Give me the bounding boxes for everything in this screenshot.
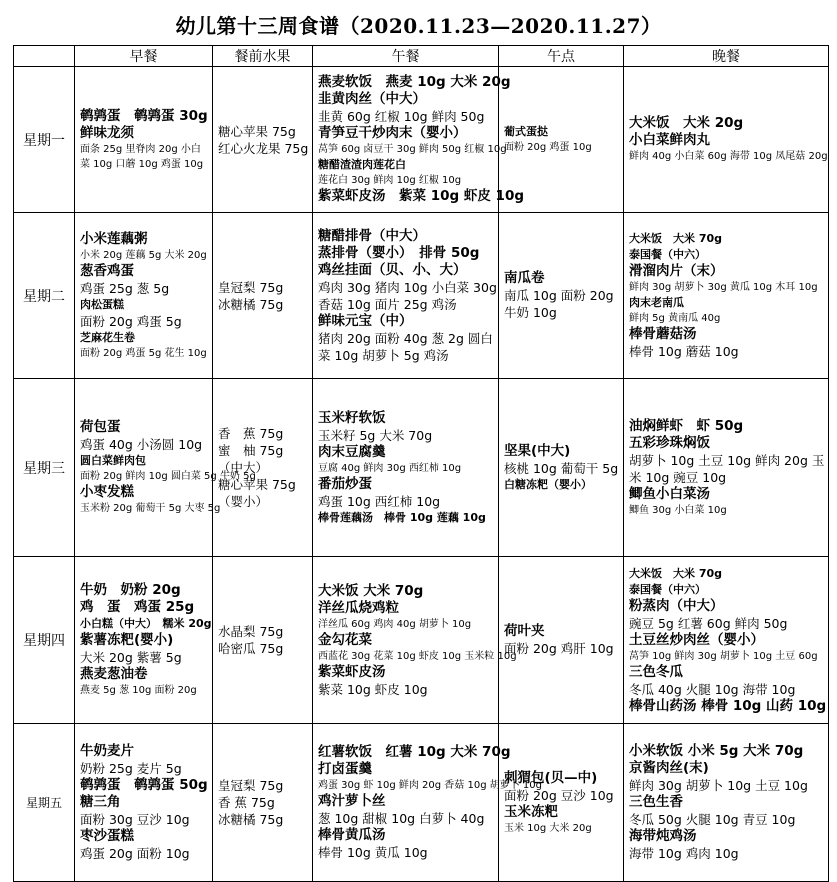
ingredient-line: 葱 10g 甜椒 10g 白萝卜 40g (318, 811, 485, 826)
ingredient-line: 玉米 10g 大米 20g (504, 822, 592, 834)
dish-name: 打卤蛋羹 (318, 761, 372, 777)
ingredient-line: 皇冠梨 75g (218, 778, 284, 793)
dish-name: 圆白菜鲜肉包 (80, 454, 146, 467)
dish-name: 紫薯冻粑(婴小) (80, 632, 174, 648)
ingredient-line: 鸡蛋 25g 葱 5g (80, 280, 170, 296)
dish-name: 牛奶麦片 (80, 743, 134, 759)
ingredient-line: 鸡蛋 40g 小汤圆 10g (80, 437, 203, 452)
dish-name: 燕麦葱油卷 (80, 666, 148, 682)
header-snack: 午点 (499, 46, 624, 67)
day-row-thursday (14, 557, 829, 724)
breakfast-cell (75, 557, 213, 724)
header-dinner: 晚餐 (624, 46, 829, 67)
dish-name: 肉松蛋糕 (80, 297, 124, 311)
day-label: 星期二 (14, 213, 75, 379)
dish-name: 鸡丝挂面（贝、小、大） (318, 261, 467, 278)
dish-name: 坚果(中大) (504, 442, 571, 459)
ingredient-line: 香 蕉 75g (218, 795, 275, 810)
dish-name: 棒骨莲藕汤 棒骨 10g 莲藕 10g (318, 510, 486, 524)
ingredient-line: 蜜 柚 75g (218, 443, 284, 458)
day-row-wednesday (14, 379, 829, 557)
dish-name: 棒骨山药汤 棒骨 10g 山药 10g (629, 697, 827, 714)
dish-name: 小白糕（中大） 糯米 20g (80, 617, 212, 630)
ingredient-line: 面粉 20g 鸡蛋 5g (80, 313, 182, 329)
lunch-cell (313, 557, 517, 724)
ingredient-line: 棒骨 10g 黄瓜 10g (318, 845, 428, 860)
dish-name: 鲜味元宝（中） (318, 312, 413, 329)
header-corner (14, 46, 75, 67)
dish-name: 番茄炒蛋 (318, 475, 372, 492)
weekly-menu-table (13, 45, 829, 882)
day-label: 星期五 (14, 724, 75, 882)
dish-name: 芝麻花生卷 (80, 330, 135, 344)
ingredient-line: 香菇 10g 面片 25g 鸡汤 (318, 296, 457, 312)
dish-name: 玉米籽软饭 (318, 409, 386, 426)
header-row (14, 46, 829, 67)
ingredient-line: 核桃 10g 葡萄干 5g (504, 460, 619, 476)
lunch-cell (313, 67, 524, 213)
ingredient-line: 紫菜 10g 虾皮 10g (318, 681, 428, 697)
ingredient-line: 豌豆 5g 红薯 60g 鲜肉 50g (629, 615, 788, 631)
dish-name: 棒骨黄瓜汤 (318, 827, 386, 843)
lunch-cell (313, 213, 499, 379)
dish-name: 粉蒸肉（中大） (629, 597, 724, 614)
ingredient-line: 鸡蛋 10g 西红柿 10g (318, 493, 441, 509)
dish-name: 小枣发糕 (80, 484, 134, 500)
snack-cell (499, 557, 624, 724)
ingredient-line: 奶粉 25g 麦片 5g (80, 761, 182, 776)
dish-name: 泰国餐（中六） (629, 582, 706, 596)
ingredient-line: 南瓜 10g 面粉 20g (504, 288, 614, 303)
dish-name: 鲫鱼小白菜汤 (629, 485, 710, 502)
ingredient-line: 胡萝卜 10g 土豆 10g 鲜肉 20g 玉米 10g 豌豆 10g (629, 452, 825, 485)
dish-name: 三色生香 (629, 794, 683, 810)
ingredient-line: 皇冠梨 75g (218, 279, 284, 295)
dish-name: 泰国餐（中六） (629, 248, 706, 261)
dish-name: 金勾花菜 (318, 631, 372, 648)
ingredient-line: （婴小） (218, 494, 269, 509)
ingredient-line: 棒骨 10g 蘑菇 10g (629, 344, 739, 359)
header-lunch: 午餐 (313, 46, 499, 67)
fruit-cell (213, 557, 313, 724)
dish-name: 鸡 蛋 鸡蛋 25g (80, 599, 195, 615)
ingredient-line: 冬瓜 50g 火腿 10g 青豆 10g (629, 812, 796, 827)
dish-name: 大米饭 大米 70g (629, 566, 723, 580)
dish-name: 小米莲藕粥 (80, 230, 148, 247)
ingredient-line: 西蓝花 30g 花菜 10g 虾皮 10g 玉米粒 10g (318, 650, 517, 662)
dinner-cell (624, 379, 829, 557)
dish-name: 三色冬瓜 (629, 663, 683, 680)
dish-name: 葡式蛋挞 (504, 125, 548, 138)
dish-name: 荷叶夹 (504, 623, 545, 639)
dish-name: 鸡汁萝卜丝 (318, 793, 386, 809)
dish-name: 牛奶 奶粉 20g (80, 582, 181, 598)
day-label: 星期四 (14, 557, 75, 724)
ingredient-line: 面粉 20g 鸡蛋 5g 花生 10g (80, 347, 207, 359)
ingredient-line: 面粉 20g 鸡肝 10g (504, 641, 614, 656)
fruit-cell (213, 213, 313, 379)
dish-name: 五彩珍珠焖饭 (629, 434, 710, 451)
dish-name: 油焖鲜虾 虾 50g (629, 417, 744, 434)
ingredient-line: 玉米籽 5g 大米 70g (318, 427, 433, 443)
snack-cell (499, 213, 624, 379)
ingredient-line: 糖心苹果 75g (218, 123, 296, 139)
dish-name: 青笋豆干炒肉末（婴小） (318, 125, 467, 141)
ingredient-line: 面粉 20g 鸡蛋 10g (504, 142, 592, 153)
dish-name: 糖醋排骨（中大） (318, 227, 426, 244)
dish-name: 鹌鹑蛋 鹌鹑蛋 30g (80, 107, 208, 124)
ingredient-line: 玉米粉 20g 葡萄干 5g 大枣 5g (80, 503, 221, 514)
dish-name: 大米饭 大米 70g (629, 232, 723, 245)
ingredient-line: 牛奶 10g (504, 305, 557, 320)
ingredient-line: 鲜肉 30g 胡萝卜 30g 黄瓜 10g 木耳 10g (629, 282, 818, 293)
dish-name: 葱香鸡蛋 (80, 262, 134, 279)
dinner-cell (624, 213, 829, 379)
ingredient-line: 小米 20g 莲藕 5g 大米 20g (80, 249, 207, 261)
fruit-cell (213, 379, 313, 557)
dinner-cell (624, 724, 829, 882)
ingredient-line: 燕麦 5g 葱 10g 面粉 20g (80, 685, 197, 696)
dish-name: 鲜味龙须 (80, 124, 134, 141)
ingredient-line: 糖心苹果 75g (218, 477, 296, 492)
ingredient-line: 莴笋 60g 卤豆干 30g 鲜肉 50g 红椒 10g (318, 144, 507, 155)
ingredient-line: 鸡蛋 20g 面粉 10g (80, 846, 190, 861)
dish-name: 紫菜虾皮汤 (318, 663, 386, 680)
dish-name: 燕麦软饭 燕麦 10g 大米 20g (318, 74, 511, 90)
dish-name: 刺猬包(贝—中) (504, 769, 598, 786)
ingredient-line: 大米 20g 紫薯 5g (80, 650, 182, 665)
dish-name: 小米软饭 小米 5g 大米 70g (629, 743, 804, 759)
dinner-cell (624, 557, 829, 724)
dish-name: 糖醋渣渣肉莲花白 (318, 158, 406, 171)
day-row-friday (14, 724, 829, 882)
menu-title: 幼儿第十三周食谱（2020.11.23—2020.11.27） (175, 14, 662, 38)
dish-name: 红薯软饭 红薯 10g 大米 70g (318, 744, 511, 760)
ingredient-line: 鲫鱼 30g 小白菜 10g (629, 504, 727, 516)
day-row-tuesday (14, 213, 829, 379)
ingredient-line: 猪肉 20g 面粉 40g 葱 2g 圆白菜 10g 胡萝卜 5g 鸡汤 (318, 330, 493, 363)
dish-name: 枣沙蛋糕 (80, 828, 134, 844)
dish-name: 肉末老南瓜 (629, 296, 684, 309)
ingredient-line: （中大） (218, 460, 269, 475)
dinner-cell (624, 67, 829, 213)
ingredient-line: 冰糖橘 75g (218, 296, 284, 312)
ingredient-line: 豆腐 40g 鲜肉 30g 西红柿 10g (318, 462, 462, 474)
ingredient-line: 冬瓜 40g 火腿 10g 海带 10g (629, 681, 796, 697)
ingredient-line: 韭黄 60g 红椒 10g 鲜肉 50g (318, 109, 485, 124)
dish-name: 大米饭 大米 20g (629, 115, 744, 131)
ingredient-line: 面条 25g 里脊肉 20g 小白菜 10g 口蘑 10g 鸡蛋 10g (80, 143, 204, 170)
dish-name: 京酱肉丝(末) (629, 760, 709, 776)
ingredient-line: 冰糖橘 75g (218, 812, 284, 827)
ingredient-line: 鸡肉 30g 猪肉 10g 小白菜 30g (318, 279, 497, 295)
ingredient-line: 水晶梨 75g (218, 624, 284, 639)
ingredient-line: 面粉 30g 豆沙 10g (80, 812, 190, 827)
dish-name: 糖三角 (80, 794, 121, 810)
header-breakfast: 早餐 (75, 46, 213, 67)
dish-name: 韭黄肉丝（中大） (318, 91, 426, 107)
ingredient-line: 洋丝瓜 60g 鸡肉 40g 胡萝卜 10g (318, 618, 472, 630)
ingredient-line: 莴笋 10g 鲜肉 30g 胡萝卜 10g 土豆 60g (629, 650, 818, 662)
dish-name: 小白菜鲜肉丸 (629, 132, 710, 148)
dish-name: 海带炖鸡汤 (629, 828, 697, 844)
ingredient-line: 面粉 20g 鲜肉 10g 圆白菜 5g 牛奶 5g (80, 471, 256, 482)
ingredient-line: 香 蕉 75g (218, 426, 284, 441)
ingredient-line: 红心火龙果 75g (218, 140, 309, 156)
snack-cell (499, 379, 624, 557)
dish-name: 肉末豆腐羹 (318, 443, 386, 460)
snack-cell (499, 724, 624, 882)
fruit-cell (213, 67, 313, 213)
ingredient-line: 鸡蛋 30g 虾 10g 鲜肉 20g 香菇 10g 胡萝卜 10g (318, 780, 542, 791)
ingredient-line: 鲜肉 5g 黄南瓜 40g (629, 313, 721, 324)
ingredient-line: 莲花白 30g 鲜肉 10g 红椒 10g (318, 175, 462, 186)
day-row-monday (14, 67, 829, 213)
breakfast-cell (75, 724, 213, 882)
dish-name: 蒸排骨（婴小） 排骨 50g (318, 244, 480, 261)
breakfast-cell (75, 67, 213, 213)
ingredient-line: 鲜肉 30g 胡萝卜 10g 土豆 10g (629, 778, 808, 793)
fruit-cell (213, 724, 313, 882)
ingredient-line: 哈密瓜 75g (218, 641, 284, 656)
lunch-cell (313, 379, 499, 557)
dish-name: 紫菜虾皮汤 紫菜 10g 虾皮 10g (318, 188, 524, 204)
breakfast-cell (75, 213, 213, 379)
dish-name: 洋丝瓜烧鸡粒 (318, 599, 399, 616)
header-fruit: 餐前水果 (213, 46, 313, 67)
dish-name: 荷包蛋 (80, 419, 121, 435)
dish-name: 滑溜肉片（末） (629, 263, 724, 279)
dish-name: 土豆丝炒肉丝（婴小） (629, 631, 764, 648)
dish-name: 南瓜卷 (504, 270, 545, 286)
dish-name: 棒骨蘑菇汤 (629, 326, 697, 342)
dish-name: 白糖冻粑（婴小） (504, 477, 592, 491)
ingredient-line: 面粉 20g 豆沙 10g (504, 787, 614, 803)
day-label: 星期一 (14, 67, 75, 213)
day-label: 星期三 (14, 379, 75, 557)
dish-name: 大米饭 大米 70g (318, 582, 424, 599)
dish-name: 玉米冻粑 (504, 803, 558, 820)
ingredient-line: 鲜肉 40g 小白菜 60g 海带 10g 凤尾菇 20g (629, 151, 828, 162)
ingredient-line: 海带 10g 鸡肉 10g (629, 846, 739, 861)
dish-name: 鹌鹑蛋 鹌鹑蛋 50g (80, 777, 208, 793)
